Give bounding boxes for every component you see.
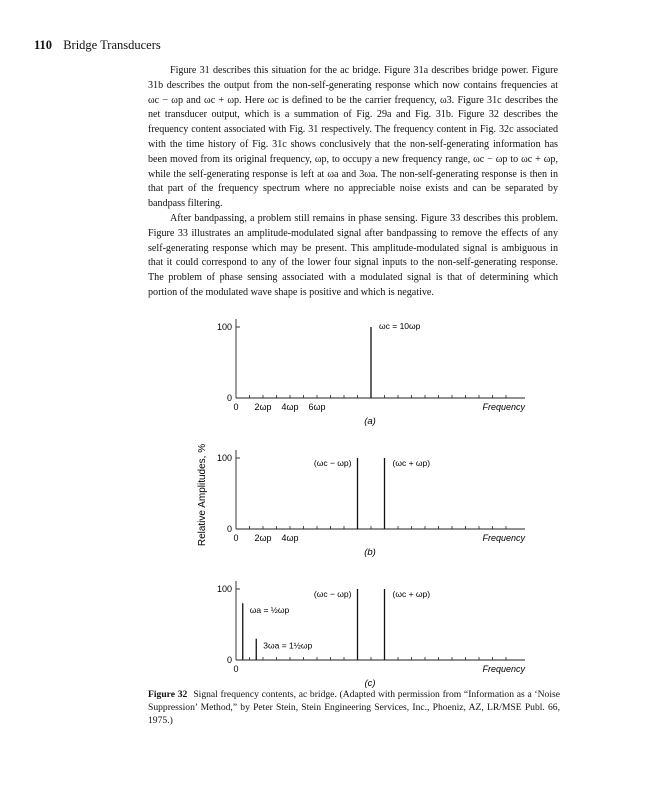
line-label: (ωc − ωp)	[313, 458, 352, 468]
figure-caption	[148, 688, 560, 727]
x-tick-label: 4ωp	[281, 402, 299, 412]
line-label: 3ωa = 1½ωp	[263, 640, 313, 651]
running-title: Bridge Transducers	[63, 38, 161, 52]
line-label: ωa = ½ωp	[249, 605, 290, 616]
y-tick-label: 100	[216, 322, 232, 332]
panel-label: (c)	[364, 678, 376, 689]
paragraph: After bandpassing, a problem still remains in phase sensing. Figure 33 describes this problem. Figure 33 illustrates an amplitude-modulated signal after bandpassing to remove the effects of any self-generating response which may be present. This amplitude-modulated signal is ambiguous in that it could correspond to any of the lower four signal inputs to the non-self-generating response. The problem of phase sensing associated with a modulated signal is that of determining which portion of the modulated wave shape is positive and which is negative.	[148, 212, 558, 298]
y-tick-label: 0	[226, 655, 232, 665]
line-label: ωc = 10ωp	[379, 321, 421, 331]
paragraph: Figure 31 describes this situation for the ac bridge. Figure 31a describes bridge power. Figure 31b describes the output from the non-self-generating response which now contains frequencies at ωc − ωp and ωc + ωp. Here ωc is defined to be the carrier frequency, ω3. Figure 31c describes the net transducer output, which is a summation of Fig. 29a and Fig. 31b. Figure 32 describes the frequency content associated with Fig. 31 respectively. The frequency content in Fig. 32c associated with the time history of Fig. 31c shows conclusively that the non-self-generating information has been moved from its original frequency, ωp, to occupy a new frequency range, ωc − ωp to ωc + ωp, while the self-generating response is left at ωa and 3ωa. The non-self-generating response is then in that part of the frequency spectrum where no appreciable noise exists and can be separated by bandpass filtering.	[148, 65, 558, 210]
y-tick-label: 100	[216, 584, 232, 594]
x-tick-label: 2ωp	[254, 533, 272, 543]
caption-label: Figure 32	[148, 689, 188, 700]
x-tick-label: 0	[233, 402, 239, 412]
x-tick-label: 2ωp	[254, 402, 272, 412]
y-tick-label: 0	[226, 524, 232, 534]
x-tick-label: 0	[233, 533, 239, 543]
line-label: (ωc + ωp)	[392, 458, 431, 468]
panel-label: (b)	[364, 547, 376, 558]
page-number: 110	[34, 38, 53, 52]
panel-label: (a)	[364, 416, 376, 427]
x-axis-label: Frequency	[482, 402, 525, 412]
x-tick-label: 6ωp	[308, 402, 326, 412]
x-axis-label: Frequency	[482, 664, 525, 674]
line-label: (ωc + ωp)	[392, 589, 431, 599]
y-tick-label: 100	[216, 453, 232, 463]
x-axis-label: Frequency	[482, 533, 525, 543]
caption-text: Signal frequency contents, ac bridge. (Adapted with permission from “Information as a ‘Noise Suppression’ Method,” by Peter Stein, Stein Engineering Services, Inc., Phoeniz, AZ, LR/MSE Publ. 66, 1975.)	[148, 689, 560, 726]
line-label: (ωc − ωp)	[313, 589, 352, 599]
y-axis-label: Relative Amplitudes, %	[197, 443, 208, 547]
y-tick-label: 0	[226, 393, 232, 403]
x-tick-label: 0	[233, 664, 239, 674]
x-tick-label: 4ωp	[281, 533, 299, 543]
